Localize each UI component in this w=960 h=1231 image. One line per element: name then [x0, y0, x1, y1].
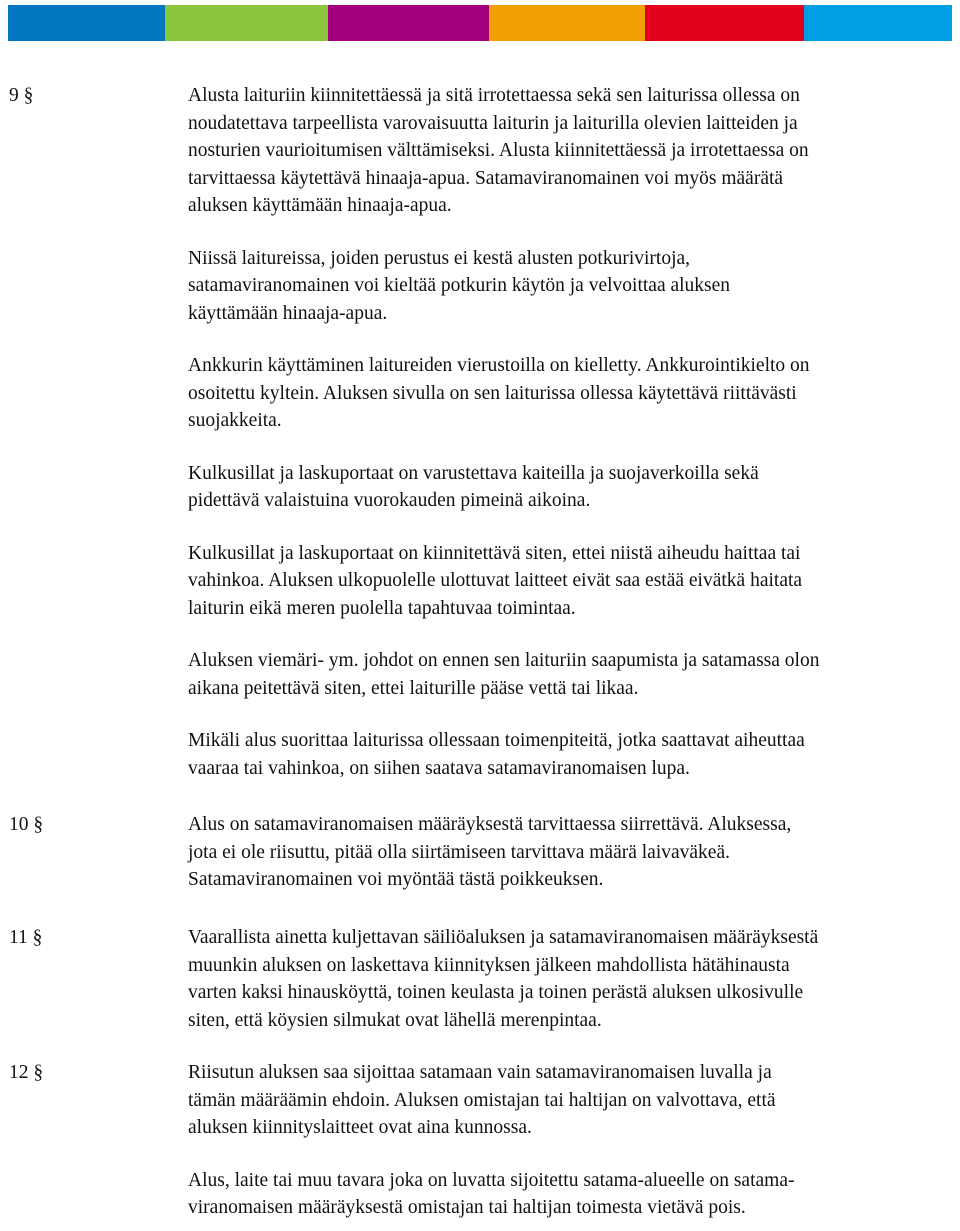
section-text — [188, 811, 956, 894]
text-line: tämän määräämin ehdoin. Aluksen omistajan tai haltijan on valvottava, että — [188, 1089, 776, 1111]
text-line: viranomaisen määräyksestä omistajan tai haltijan toimesta vietävä pois. — [188, 1197, 746, 1218]
text-line: Aluksen viemäri- ym. johdot on ennen sen laituriin saapumista ja satamassa olon — [188, 650, 820, 671]
paragraph — [188, 352, 956, 435]
section-number: 12 § — [9, 1062, 44, 1083]
text-line: aluksen kiinnityslaitteet ovat aina kunnossa. — [188, 1117, 532, 1138]
text-line: suojakkeita. — [188, 410, 282, 431]
paragraph — [188, 811, 956, 894]
text-line: vaaraa tai vahinkoa, on siihen saatava satamaviranomaisen lupa. — [188, 757, 690, 779]
paragraph — [188, 82, 956, 220]
text-line: satamaviranomainen voi kieltää potkurin käytön ja velvoittaa aluksen — [188, 275, 731, 296]
text-line: muunkin aluksen on laskettava kiinnityksen jälkeen mahdollista hätähinausta — [188, 954, 790, 976]
color-segment-green — [165, 5, 328, 41]
section-number: 9 § — [9, 85, 34, 106]
paragraph — [188, 460, 956, 515]
color-segment-cyan — [804, 5, 952, 41]
header-color-bar — [8, 5, 952, 41]
text-line: Ankkurin käyttäminen laitureiden vierustoilla on kielletty. Ankkurointikielto on — [188, 355, 810, 376]
text-line: jota ei ole riisuttu, pitää olla siirtämiseen tarvittava määrä laivaväkeä. — [188, 841, 730, 863]
text-line: vahinkoa. Aluksen ulkopuolelle ulottuvat laitteet eivät saa estää eivätkä haitata — [188, 570, 803, 591]
paragraph — [188, 924, 956, 1034]
text-line: aluksen käyttämään hinaaja-apua. — [188, 195, 452, 216]
text-line: Niissä laitureissa, joiden perustus ei kestä alusten potkurivirtoja, — [188, 247, 691, 269]
color-segment-purple — [328, 5, 489, 41]
text-line: nosturien vaurioitumisen välttämiseksi. Alusta kiinnitettäessä ja irrotettaessa on — [188, 140, 809, 161]
text-line: Alusta laituriin kiinnitettäessä ja sitä irrotettaessa sekä sen laiturissa ollessa on — [188, 85, 800, 106]
text-line: Riisutun aluksen saa sijoittaa satamaan vain satamaviranomaisen luvalla ja — [188, 1062, 772, 1083]
text-line: osoitettu kyltein. Aluksen sivulla on sen laiturissa ollessa käytettävä riittävästi — [188, 382, 797, 404]
text-line: Satamaviranomainen voi myöntää tästä poikkeuksen. — [188, 869, 604, 890]
color-segment-red — [645, 5, 804, 41]
text-line: tarvittaessa käytettävä hinaaja-apua. Satamaviranomainen voi myös määrätä — [188, 167, 784, 189]
text-line: varten kaksi hinausköyttä, toinen keulasta ja toinen perästä aluksen ulkosivulle — [188, 982, 804, 1003]
section-number: 10 § — [9, 814, 44, 835]
text-line: pidettävä valaistuina vuorokauden pimeinä aikoina. — [188, 490, 591, 511]
text-line: käyttämään hinaaja-apua. — [188, 302, 388, 324]
section-number: 11 § — [9, 927, 43, 948]
paragraph — [188, 1167, 956, 1222]
section-text — [188, 1059, 956, 1222]
text-line: Mikäli alus suorittaa laiturissa ollessaan toimenpiteitä, jotka saattavat aiheuttaa — [188, 730, 805, 751]
text-line: aikana peitettävä siten, ettei laiturille pääse vettä tai likaa. — [188, 677, 639, 699]
paragraph — [188, 245, 956, 328]
paragraph — [188, 727, 956, 782]
text-line: Alus on satamaviranomaisen määräyksestä tarvittaessa siirrettävä. Aluksessa, — [188, 814, 792, 835]
text-line: laiturin eikä meren puolella tapahtuvaa toimintaa. — [188, 597, 576, 619]
text-line: noudatettava tarpeellista varovaisuutta laiturin ja laiturilla olevien laitteiden ja — [188, 112, 798, 134]
section-text — [188, 924, 956, 1034]
text-line: Kulkusillat ja laskuportaat on varustettava kaiteilla ja suojaverkoilla sekä — [188, 462, 759, 484]
section-text — [188, 82, 956, 782]
text-line: Vaarallista ainetta kuljettavan säiliöaluksen ja satamaviranomaisen määräyksestä — [188, 927, 819, 948]
color-segment-blue — [8, 5, 165, 41]
text-line: siten, että köysien silmukat ovat lähellä merenpintaa. — [188, 1009, 602, 1031]
text-line: Alus, laite tai muu tavara joka on luvatta sijoitettu satama-alueelle on satama- — [188, 1169, 795, 1191]
paragraph — [188, 647, 956, 702]
paragraph — [188, 540, 956, 623]
text-line: Kulkusillat ja laskuportaat on kiinnitettävä siten, ettei niistä aiheudu haittaa tai — [188, 542, 801, 564]
color-segment-orange — [489, 5, 645, 41]
paragraph — [188, 1059, 956, 1142]
